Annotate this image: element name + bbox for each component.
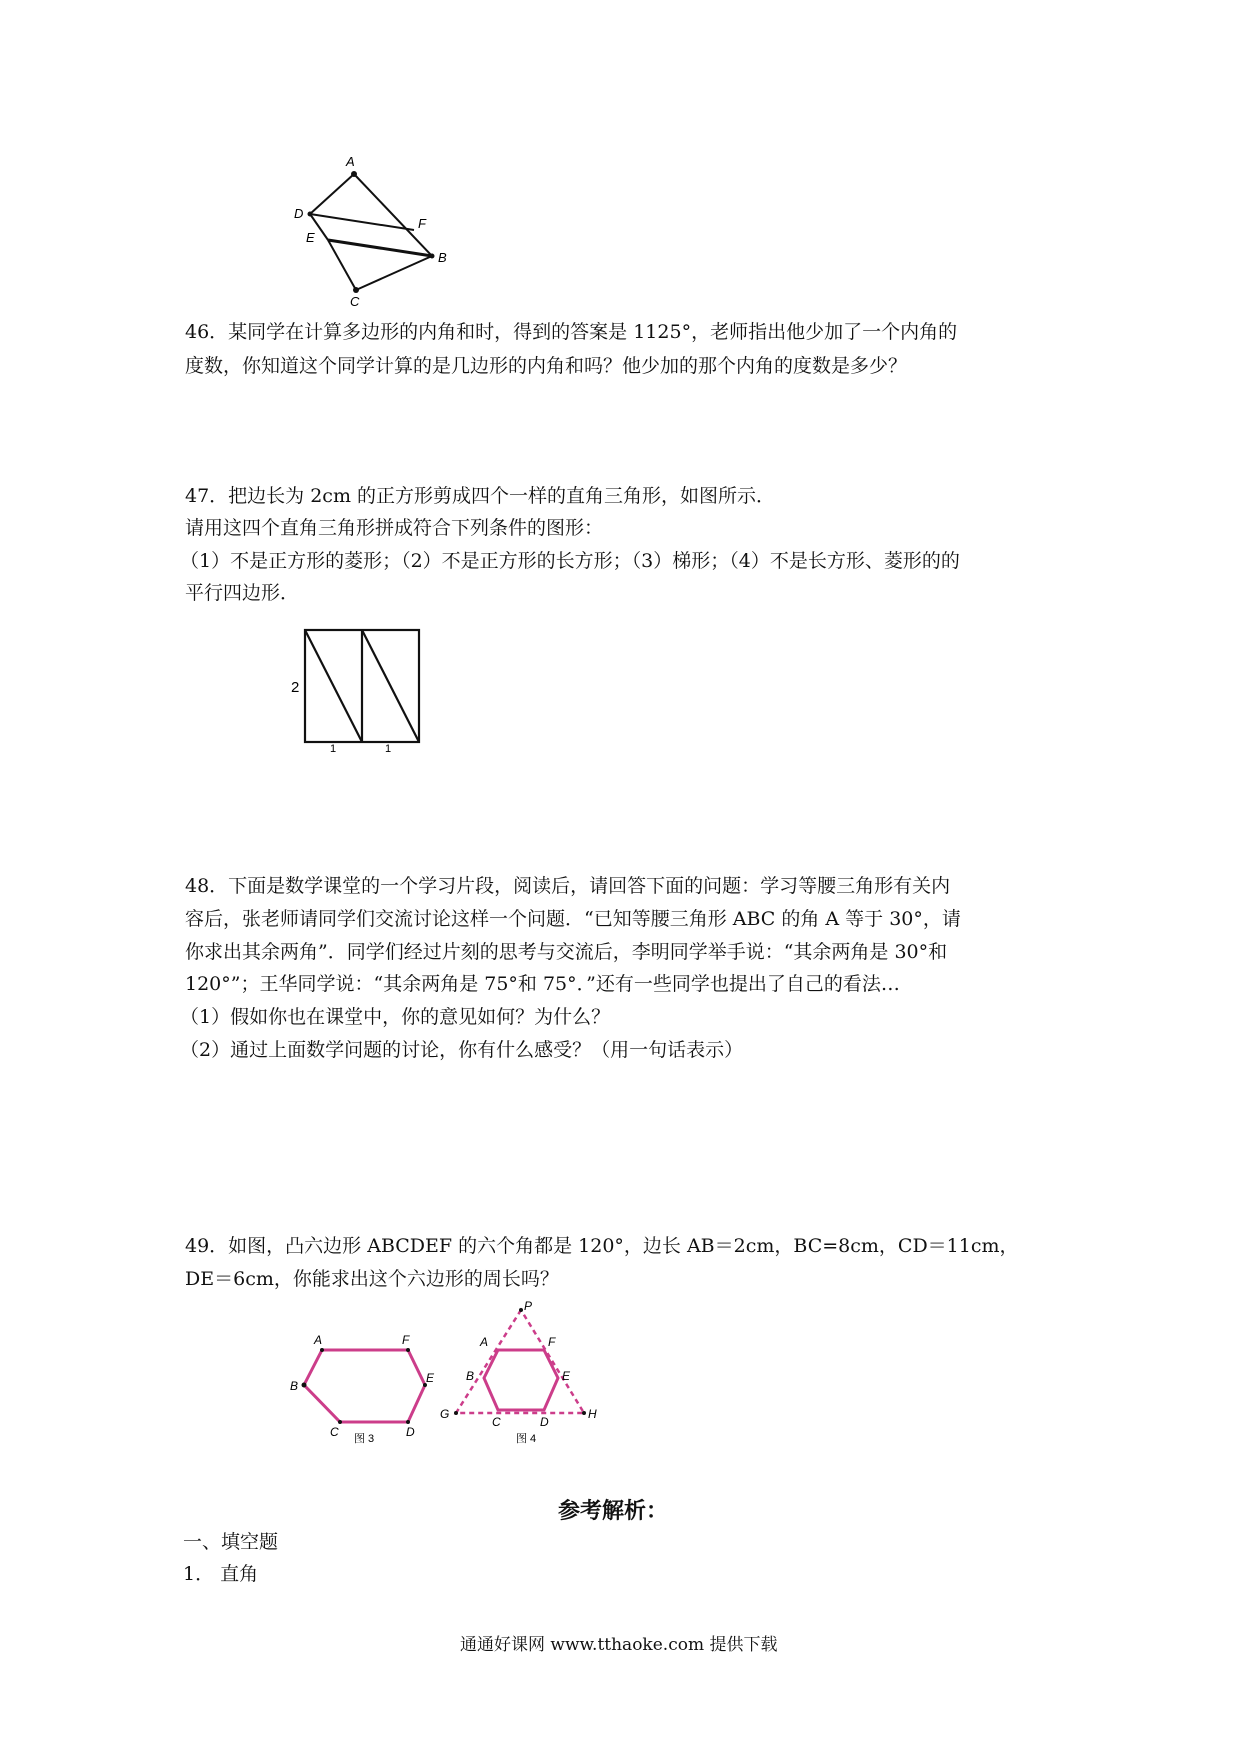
q47-line4: 平行四边形．	[185, 582, 300, 604]
fig4-label-P: P	[524, 1300, 533, 1313]
fig4-label-D: D	[540, 1415, 549, 1429]
fig3-caption: 图 3	[354, 1433, 375, 1445]
answer-item-1: 1． 直角	[183, 1563, 259, 1585]
fig4-label-E: E	[562, 1369, 571, 1383]
bottom-label-1: 1	[330, 743, 337, 752]
fig3-label-D: D	[406, 1425, 415, 1439]
figure-q45	[290, 150, 460, 310]
q48-line4: 120°”；王华同学说：“其余两角是 75°和 75°．”还有一些同学也提出了自己的看法…	[185, 973, 900, 995]
bottom-label-2: 1	[385, 743, 392, 752]
fig4-label-G: G	[440, 1407, 450, 1421]
q48-line1: 48．下面是数学课堂的一个学习片段，阅读后，请回答下面的问题：学习等腰三角形有关内	[185, 875, 951, 897]
fig3-label-F: F	[402, 1333, 410, 1347]
figure-4-hexagon-triangle	[436, 1300, 606, 1445]
fig3-label-B: B	[290, 1379, 299, 1393]
q48-line3: 你求出其余两角”．同学们经过片刻的思考与交流后，李明同学举手说：“其余两角是 30°和	[185, 941, 948, 963]
fig3-label-A: A	[314, 1333, 323, 1347]
fig4-label-A: A	[480, 1335, 489, 1349]
fig4-label-F: F	[548, 1335, 556, 1349]
label-C: C	[350, 294, 360, 309]
figure-3-hexagon	[290, 1330, 440, 1445]
fig4-label-B: B	[466, 1369, 475, 1383]
label-E: E	[306, 230, 315, 245]
label-A: A	[346, 154, 355, 169]
footer-text: 通通好课网 www.tthaoke.com 提供下载	[460, 1635, 778, 1655]
fig4-label-C: C	[492, 1415, 501, 1429]
answers-section-1: 一、填空题	[183, 1531, 279, 1553]
label-D: D	[294, 206, 304, 221]
q47-line1: 47．把边长为 2cm 的正方形剪成四个一样的直角三角形，如图所示．	[185, 485, 776, 507]
q48-line6: （2）通过上面数学问题的讨论，你有什么感受？（用一句话表示）	[180, 1039, 744, 1061]
q47-line3: （1）不是正方形的菱形；（2）不是正方形的长方形；（3）梯形；（4）不是长方形、菱形的的	[180, 550, 960, 572]
fig4-label-H: H	[588, 1407, 597, 1421]
q48-line5: （1）假如你也在课堂中，你的意见如何？为什么？	[180, 1006, 611, 1028]
fig3-label-E: E	[426, 1371, 435, 1385]
q47-line2: 请用这四个直角三角形拼成符合下列条件的图形：	[185, 517, 604, 539]
answers-title: 参考解析：	[558, 1498, 669, 1524]
fig4-caption: 图 4	[516, 1433, 537, 1445]
figure-q47	[285, 622, 425, 752]
fig3-label-C: C	[330, 1425, 339, 1439]
q49-line2: DE＝6cm，你能求出这个六边形的周长吗？	[185, 1268, 559, 1290]
side-label: 2	[291, 679, 300, 696]
q46-line1: 46．某同学在计算多边形的内角和时，得到的答案是 1125°，老师指出他少加了一个内角的	[185, 321, 958, 343]
label-B: B	[438, 250, 447, 265]
q46-line2: 度数，你知道这个同学计算的是几边形的内角和吗？他少加的那个内角的度数是多少？	[185, 355, 908, 377]
q49-line1: 49．如图，凸六边形 ABCDEF 的六个角都是 120°，边长 AB＝2cm，BC=8cm，CD＝11cm，	[185, 1235, 1019, 1257]
label-F: F	[418, 216, 426, 231]
q48-line2: 容后，张老师请同学们交流讨论这样一个问题．“已知等腰三角形 ABC 的角 A 等于 30°，请	[185, 908, 961, 930]
